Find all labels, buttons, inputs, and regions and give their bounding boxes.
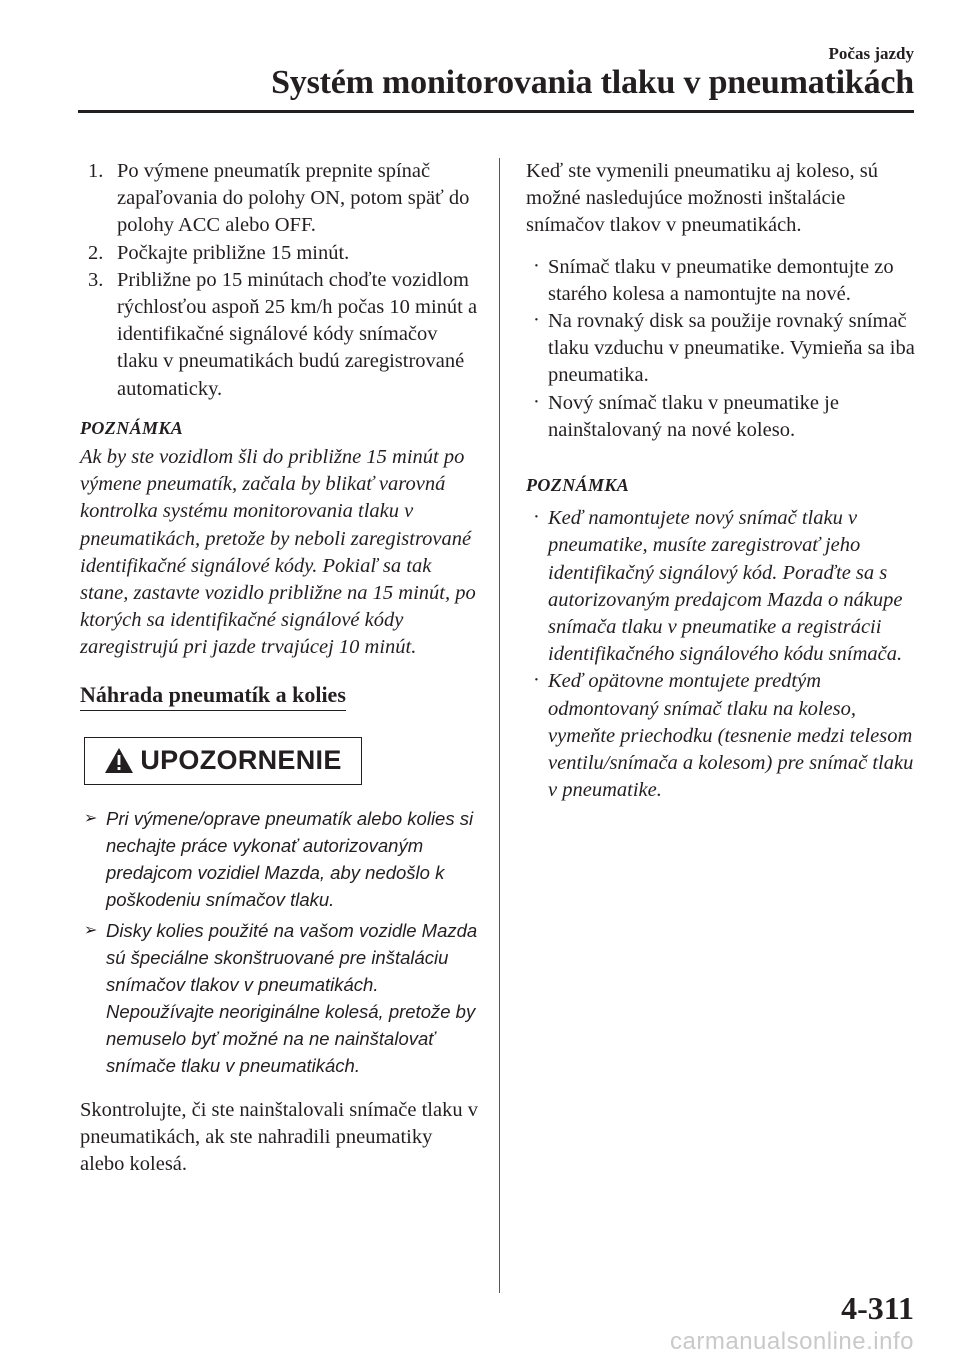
note-text: Keď namontujete nový snímač tlaku v pneumatike, musíte zaregistrovať jeho identifikačný signálový kód. Poraďte sa s autorizovaným predajcom Mazda o nákupe snímača tlaku v pneumatike a registrácii identifikačného signálového kódu snímača. xyxy=(548,507,903,666)
step-item xyxy=(80,267,480,403)
bullet-dot-icon: · xyxy=(533,390,540,413)
steps-list xyxy=(80,158,480,403)
note-text: Keď opätovne montujete predtým odmontovaný snímač tlaku na koleso, vymeňte priechodku (tesnenie medzi telesom ventilu/snímača a kolesom) pre snímač tlaku v pneumatike. xyxy=(548,670,914,802)
header-divider xyxy=(78,110,914,113)
options-list xyxy=(526,254,926,444)
caution-item xyxy=(80,805,480,913)
note-text: Ak by ste vozidlom šli do približne 15 minút po výmene pneumatík, začala by blikať varovná kontrolka systému monitorovania tlaku v pneumatikách, pretože by neboli zaregistrované identifikačné signálové kódy. Pokiaľ sa tak stane, zastavte vozidlo približne na 15 minút, po ktorých sa identifikačné signálové kódy zaregistrujú pri jazde trvajúcej 10 minút. xyxy=(80,446,476,659)
option-text: Snímač tlaku v pneumatike demontujte zo starého kolesa a namontujte na nové. xyxy=(548,255,894,305)
step-text: Po výmene pneumatík prepnite spínač zapaľovania do polohy ON, potom späť do polohy ACC alebo OFF. xyxy=(117,160,470,237)
caution-box xyxy=(84,737,362,785)
note-list xyxy=(526,505,926,804)
section-heading: Náhrada pneumatík a kolies xyxy=(80,682,346,711)
step-number: 3. xyxy=(88,268,104,291)
option-item xyxy=(526,390,926,444)
bullet-dot-icon: · xyxy=(533,669,540,692)
step-number: 2. xyxy=(88,241,104,264)
step-item xyxy=(80,158,480,240)
warning-icon xyxy=(104,747,134,774)
closing-paragraph: Skontrolujte, či ste nainštalovali snímače tlaku v pneumatikách, ak ste nahradili pneumatiky alebo kolesá. xyxy=(80,1098,478,1176)
arrow-bullet-icon: ➢ xyxy=(84,809,98,827)
caution-item xyxy=(80,917,480,1079)
intro-paragraph: Keď ste vymenili pneumatiku aj koleso, sú možné nasledujúce možnosti inštalácie snímačov tlakov v pneumatikách. xyxy=(526,160,879,237)
caution-label: UPOZORNENIE xyxy=(140,745,342,776)
bullet-dot-icon: · xyxy=(533,254,540,277)
note-title: POZNÁMKA xyxy=(526,475,630,496)
option-text: Nový snímač tlaku v pneumatike je nainštalovaný na nové koleso. xyxy=(548,391,839,441)
step-text: Približne po 15 minútach choďte vozidlom rýchlosťou aspoň 25 km/h počas 10 minút a identifikačné signálové kódy snímačov tlaku v pneumatikách budú zaregistrované automaticky. xyxy=(117,268,478,400)
option-item xyxy=(526,308,926,390)
left-column xyxy=(80,158,480,1178)
step-text: Počkajte približne 15 minút. xyxy=(117,241,350,264)
option-item xyxy=(526,254,926,308)
column-divider xyxy=(499,158,500,1293)
section-label: Počas jazdy xyxy=(828,44,914,63)
arrow-bullet-icon: ➢ xyxy=(84,921,98,939)
bullet-dot-icon: · xyxy=(533,506,540,529)
option-text: Na rovnaký disk sa použije rovnaký snímač tlaku vzduchu v pneumatike. Vymieňa sa iba pneumatika. xyxy=(548,310,915,387)
bullet-dot-icon: · xyxy=(533,309,540,332)
step-item xyxy=(80,240,480,267)
note-item xyxy=(526,505,926,668)
note-item xyxy=(526,668,926,804)
note-block xyxy=(526,472,926,804)
caution-text: Disky kolies použité na vašom vozidle Mazda sú špeciálne skonštruované pre inštaláciu snímačov tlakov v pneumatikách. Nepoužívajte neoriginálne kolesá, pretože by nemuselo byť možné na ne nainštalovať snímače tlaku v pneumatikách. xyxy=(106,919,478,1076)
page-title: Systém monitorovania tlaku v pneumatikách xyxy=(271,64,914,101)
caution-text: Pri výmene/oprave pneumatík alebo kolies si nechajte práce vykonať autorizovaným predajcom vozidiel Mazda, aby nedošlo k poškodeniu snímačov tlaku. xyxy=(106,807,474,910)
caution-list xyxy=(80,805,480,1079)
page-number: 4-311 xyxy=(841,1290,914,1326)
watermark-text: carmanualsonline.info xyxy=(670,1328,914,1355)
step-number: 1. xyxy=(88,160,104,182)
note-title: POZNÁMKA xyxy=(80,417,184,438)
right-column xyxy=(526,158,926,804)
